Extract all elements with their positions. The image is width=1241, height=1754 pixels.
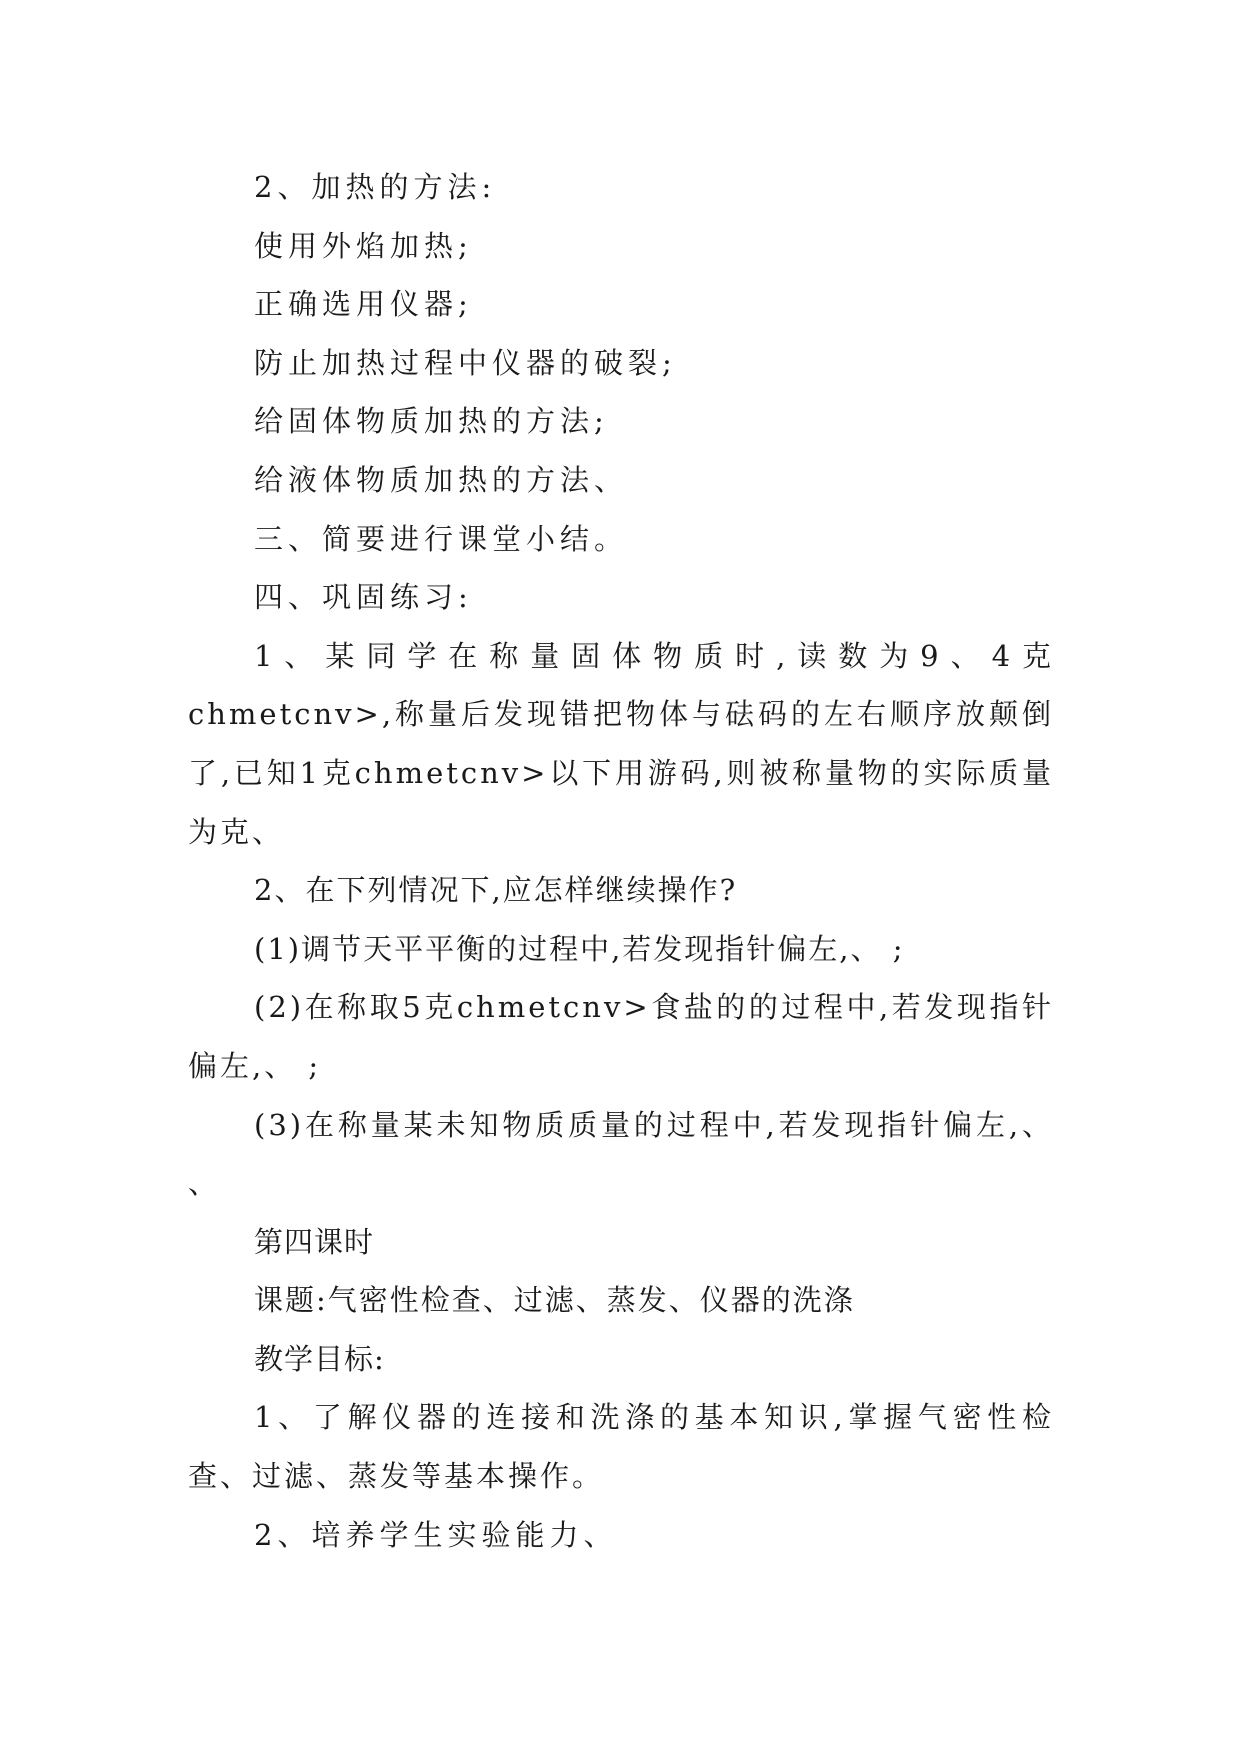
- document-body: [188, 158, 1054, 1564]
- paragraph-teaching-goals: 教学目标:: [254, 1341, 385, 1376]
- paragraph-solid-heating: 给固体物质加热的方法;: [254, 404, 609, 439]
- paragraph-goal-2: 2、培养学生实验能力、: [254, 1517, 618, 1552]
- paragraph-heating-methods: 2、加热的方法:: [254, 170, 497, 204]
- paragraph-lesson-four: 第四课时: [254, 1224, 375, 1259]
- paragraph-topic: 课题:气密性检查、过滤、蒸发、仪器的洗涤: [254, 1283, 855, 1318]
- paragraph-exercise-2-item-1: (1)调节天平平衡的过程中,若发现指针偏左,、 ;: [254, 931, 905, 966]
- paragraph-liquid-heating: 给液体物质加热的方法、: [254, 462, 629, 497]
- paragraph-exercise-1: 1、某同学在称量固体物质时,读数为9、4克chmetcnv>,称量后发现错把物体与砝码的左右顺序放颠倒了,已知1克chmetcnv>以下用游码,则被称量物的实际质量为克、: [188, 638, 1054, 849]
- paragraph-exercise-2-item-3: (3)在称量某未知物质质量的过程中,若发现指针偏左,、 、: [188, 1107, 1054, 1201]
- paragraph-goal-1: 1、了解仪器的连接和洗涤的基本知识,掌握气密性检查、过滤、蒸发等基本操作。: [188, 1400, 1054, 1494]
- paragraph-section-four: 四、巩固练习:: [254, 580, 473, 615]
- paragraph-section-three: 三、简要进行课堂小结。: [254, 521, 629, 556]
- paragraph-exercise-2-item-2: (2)在称取5克chmetcnv>食盐的的过程中,若发现指针偏左,、 ;: [188, 990, 1054, 1083]
- paragraph-outer-flame: 使用外焰加热;: [254, 228, 473, 263]
- paragraph-choose-instrument: 正确选用仪器;: [254, 287, 473, 322]
- paragraph-exercise-2: 2、在下列情况下,应怎样继续操作?: [254, 873, 738, 908]
- paragraph-prevent-cracking: 防止加热过程中仪器的破裂;: [254, 345, 677, 380]
